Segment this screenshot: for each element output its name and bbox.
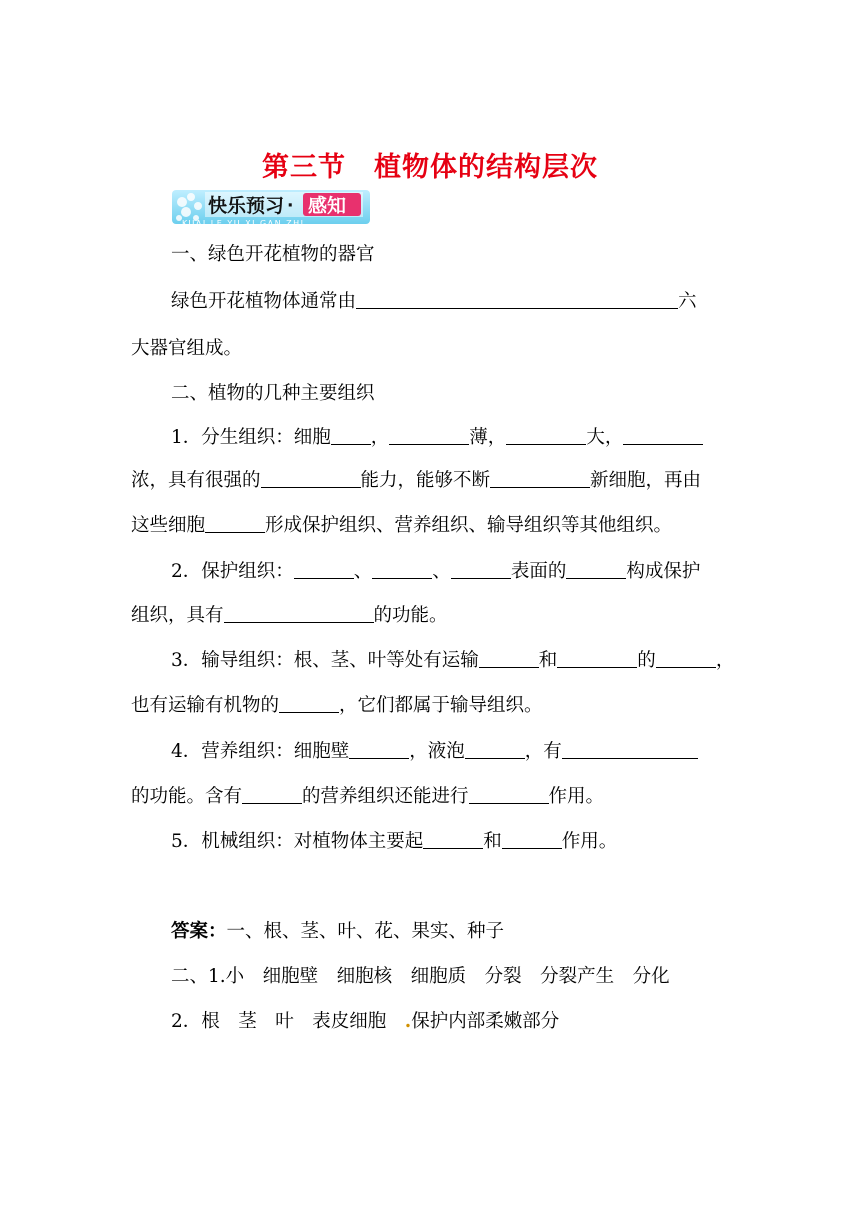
text: 绿色开花植物体通常由 [171,291,357,312]
item-3-line-2 [0,694,860,718]
text: 保护内部柔嫩部分 [411,1011,560,1032]
text: 新细胞，再由 [590,470,702,491]
badge-graphic [172,188,370,228]
item-2-line-2 [0,604,860,628]
text: 的功能。含有 [131,786,243,807]
text: 1．分生组织：细胞 [171,427,331,448]
section-badge [172,188,370,228]
answer-blank[interactable] [349,740,409,759]
text: 浓，具有很强的 [131,470,261,491]
section-2-heading: 二、植物的几种主要组织 [171,383,375,404]
text: ，它们都属于输导组织。 [339,695,543,716]
answers-label: 答案： [171,921,227,942]
text: 的营养组织还能进行 [302,786,469,807]
item-1-line-1 [0,426,860,450]
text: 表面的 [510,561,567,582]
text: 也有运输有机物的 [131,695,280,716]
text: 、 [432,561,451,582]
text: 和 [538,650,558,671]
answer-blank[interactable] [623,426,703,445]
answer-blank[interactable] [242,785,302,804]
text: 5．机械组织：对植物体主要起 [171,831,424,852]
s1-line-1 [0,290,860,314]
text: 2．保护组织： [171,561,294,582]
item-1-line-2 [0,469,860,493]
answer-blank[interactable] [451,560,511,579]
page-title: 第三节 植物体的结构层次 [262,152,598,183]
text: 2．根 茎 叶 表皮细胞 [171,1011,405,1032]
text: 大， [586,427,624,448]
answer-blank[interactable] [656,649,716,668]
text: 作用。 [548,786,605,807]
item-4-line-2 [0,785,860,809]
text: 能力，能够不断 [360,470,491,491]
answer-blank[interactable] [465,740,525,759]
answer-blank[interactable] [490,469,590,488]
answer-blank[interactable] [261,469,361,488]
text: 4．营养组织：细胞壁 [171,741,350,762]
answer-blank[interactable] [372,560,432,579]
text: ， [715,650,735,671]
item-2-line-1 [0,560,860,584]
text: 这些细胞 [131,515,206,536]
badge-main-text: 快乐预习 [208,195,285,217]
answer-blank[interactable] [566,560,626,579]
answer-blank[interactable] [469,785,549,804]
item-4-line-1 [0,740,860,764]
answer-blank[interactable] [331,426,371,445]
text: ， [370,427,390,448]
text: ，液泡 [409,741,465,762]
badge-pinyin: KUAI LE YU XI GAN ZHI [182,219,305,228]
text: ，有 [524,741,562,762]
answer-blank[interactable] [279,694,339,713]
text: 六 [678,291,697,312]
text: 3．输导组织：根、茎、叶等处有运输 [171,650,479,671]
text: 、 [353,561,373,582]
badge-separator: · [287,196,294,216]
item-3-line-1 [0,649,860,673]
answers-line-3 [0,1010,860,1034]
text: 构成保护 [626,561,701,582]
answer-blank[interactable] [205,514,265,533]
answer-blank[interactable] [423,830,483,849]
text: 形成保护组织、营养组织、输导组织等其他组织。 [265,515,673,536]
text: 组织，具有 [131,605,224,626]
answer-blank[interactable] [389,426,469,445]
s1-line-2: 大器官组成。 [131,338,243,359]
text: 一、根、茎、叶、花、果实、种子 [226,921,505,942]
answer-blank[interactable] [557,649,637,668]
answers-line-2: 二、1.小 细胞壁 细胞核 细胞质 分裂 分裂产生 分化 [171,966,670,987]
item-5-line-1 [0,830,860,854]
text: 薄， [469,427,507,448]
answer-blank[interactable] [294,560,354,579]
answer-blank[interactable] [502,830,562,849]
badge-accent-text: 感知 [308,195,347,217]
answers-line-1 [0,920,860,944]
answer-blank[interactable] [506,426,586,445]
text: 作用。 [561,831,618,852]
answer-blank[interactable] [224,604,374,623]
answer-blank[interactable] [562,740,698,759]
text: 和 [483,831,502,852]
answer-blank[interactable] [356,290,678,309]
answer-blank[interactable] [479,649,539,668]
item-1-line-3 [0,514,860,538]
text: 的功能。 [373,605,448,626]
text: 的 [637,650,656,671]
marker-dot: . [404,1011,412,1032]
section-1-heading: 一、绿色开花植物的器官 [171,244,375,265]
